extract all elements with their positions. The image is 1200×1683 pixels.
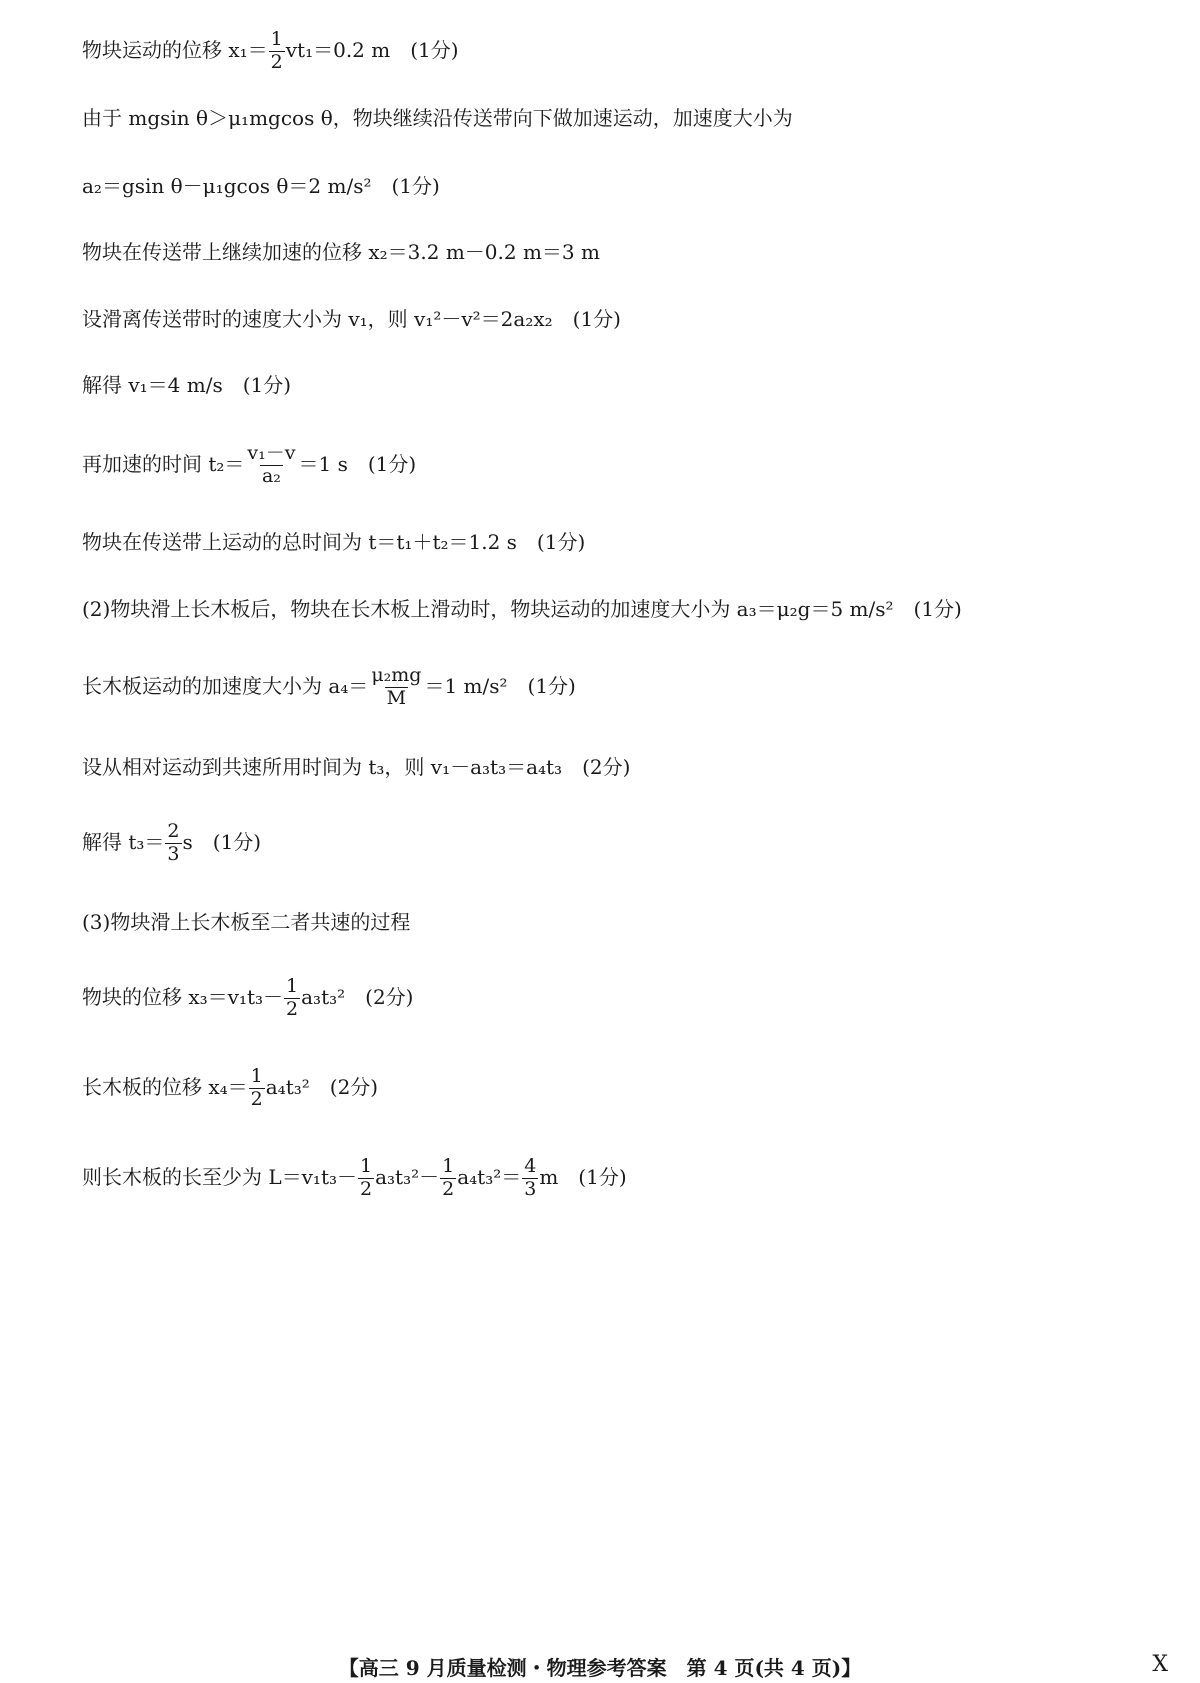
- fraction: [358, 1157, 374, 1200]
- fraction-numerator: 4: [524, 1155, 537, 1177]
- fraction-numerator: v₁－v: [247, 442, 296, 464]
- line-t3-result: [82, 822, 261, 865]
- line-text: a₄t₃² (2分): [265, 1074, 379, 1099]
- fraction-numerator: μ₂mg: [371, 664, 422, 686]
- fraction-denominator: 2: [270, 50, 283, 73]
- line-text: (2)物块滑上长木板后，物块在长木板上滑动时，物块运动的加速度大小为 a₃＝μ₂g＝5 m/s² (1分): [82, 597, 962, 621]
- line-text: 设滑离传送带时的速度大小为 v₁，则 v₁²－v²＝2a₂x₂ (1分): [82, 307, 621, 331]
- line-a2: [82, 176, 440, 196]
- fraction-numerator: 2: [167, 820, 180, 842]
- fraction-denominator: 2: [442, 1177, 455, 1200]
- line-text: 则长木板的长至少为 L＝v₁t₃－: [82, 1164, 358, 1189]
- line-text: 解得 v₁＝4 m/s (1分): [82, 373, 292, 397]
- fraction-denominator: a₂: [261, 464, 281, 487]
- line-v1-equation: [82, 309, 621, 329]
- fraction-numerator: 1: [250, 1065, 263, 1087]
- line-text: a₃t₃²－: [375, 1164, 440, 1189]
- fraction: [440, 1157, 456, 1200]
- fraction: [245, 444, 297, 487]
- line-text: 物块的位移 x₃＝v₁t₃－: [82, 984, 284, 1009]
- fraction-numerator: 1: [286, 975, 299, 997]
- line-t3-equation: [82, 757, 630, 777]
- line-x1-displacement: [82, 30, 459, 73]
- fraction-numerator: 1: [270, 28, 283, 50]
- line-text: s (1分): [182, 829, 262, 854]
- line-text: 由于 mgsin θ＞μ₁mgcos θ，物块继续沿传送带向下做加速运动，加速度大小为: [82, 106, 793, 130]
- fraction: [522, 1157, 538, 1200]
- line-board-length: [82, 1157, 627, 1200]
- fraction-denominator: 3: [167, 842, 180, 865]
- fraction-denominator: 3: [524, 1177, 537, 1200]
- corner-mark: X: [1152, 1652, 1168, 1677]
- line-x3: [82, 977, 413, 1020]
- line-text: a₂＝gsin θ－μ₁gcos θ＝2 m/s² (1分): [82, 174, 440, 198]
- line-total-time: [82, 532, 585, 552]
- line-part3-heading: [82, 912, 410, 932]
- fraction-numerator: 1: [442, 1155, 455, 1177]
- fraction: [284, 977, 300, 1020]
- line-text: a₃t₃² (2分): [301, 984, 414, 1009]
- line-text: 物块在传送带上继续加速的位移 x₂＝3.2 m－0.2 m＝3 m: [82, 240, 600, 264]
- line-text: (3)物块滑上长木板至二者共速的过程: [82, 910, 411, 934]
- line-text: 长木板的位移 x₄＝: [82, 1074, 248, 1099]
- line-x2: [82, 242, 600, 262]
- line-part2-a3: [82, 599, 962, 619]
- line-text: ＝1 s (1分): [298, 451, 417, 476]
- fraction: [249, 1067, 265, 1110]
- fraction: [165, 822, 181, 865]
- line-text: 再加速的时间 t₂＝: [82, 451, 245, 476]
- line-text: 设从相对运动到共速所用时间为 t₃，则 v₁－a₃t₃＝a₄t₃ (2分): [82, 755, 631, 779]
- fraction-denominator: M: [386, 686, 407, 709]
- fraction-denominator: 2: [360, 1177, 373, 1200]
- line-x4: [82, 1067, 378, 1110]
- line-text: ＝1 m/s² (1分): [424, 673, 576, 698]
- page-footer: 【高三 9 月质量检测・物理参考答案 第 4 页(共 4 页)】: [338, 1656, 862, 1680]
- fraction-numerator: 1: [360, 1155, 373, 1177]
- line-a4: [82, 666, 576, 709]
- line-text: vt₁＝0.2 m (1分): [285, 37, 459, 62]
- line-t2: [82, 444, 416, 487]
- fraction: [369, 666, 423, 709]
- line-text: 物块运动的位移 x₁＝: [82, 37, 268, 62]
- line-condition: [82, 108, 793, 128]
- line-text: 物块在传送带上运动的总时间为 t＝t₁＋t₂＝1.2 s (1分): [82, 530, 586, 554]
- line-v1-result: [82, 375, 291, 395]
- fraction-denominator: 2: [286, 997, 299, 1020]
- line-text: 解得 t₃＝: [82, 829, 165, 854]
- fraction: [269, 30, 285, 73]
- line-text: a₄t₃²＝: [457, 1164, 522, 1189]
- line-text: 长木板运动的加速度大小为 a₄＝: [82, 673, 369, 698]
- line-text: m (1分): [539, 1164, 627, 1189]
- fraction-denominator: 2: [250, 1087, 263, 1110]
